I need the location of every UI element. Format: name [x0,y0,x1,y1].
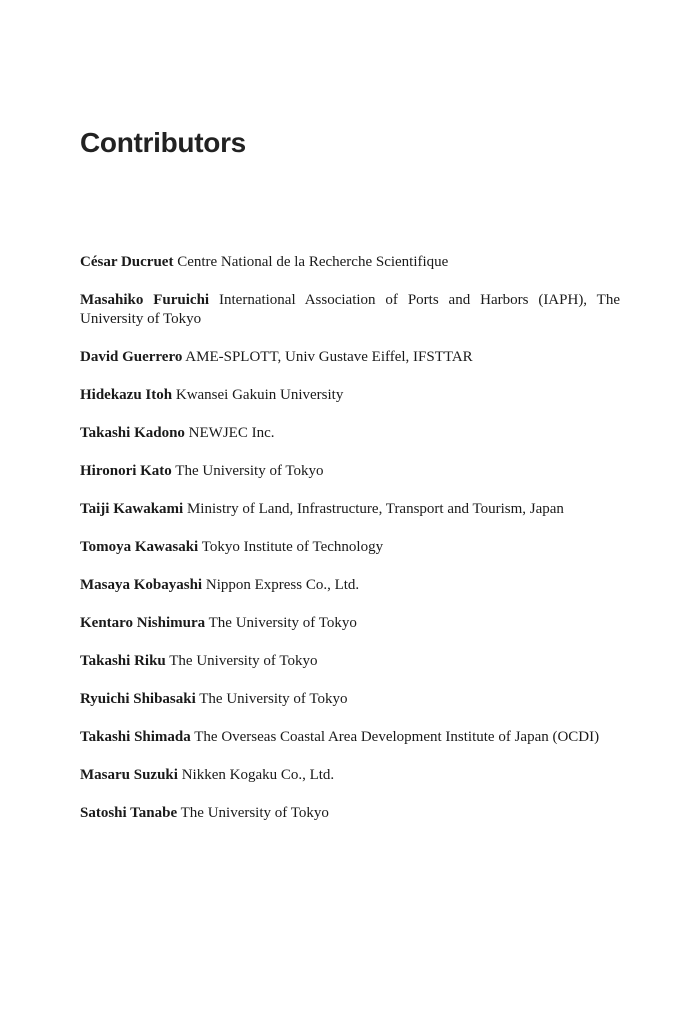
contributor-affiliation: The University of Tokyo [208,615,357,631]
contributor-affiliation: Centre National de la Recherche Scientifique [177,254,449,270]
contributor-affiliation: The Overseas Coastal Area Development Institute of Japan (OCDI) [194,729,600,745]
contributor-entry [80,462,620,481]
contributor-affiliation: International Association of Ports and Harbors (IAPH), The University of Tokyo [80,292,621,327]
contributor-entry [80,538,620,557]
contributor-name: Kentaro Nishimura [80,615,206,631]
contributor-affiliation: Ministry of Land, Infrastructure, Transport and Tourism, Japan [186,501,564,517]
contributor-entry [80,291,620,329]
contributor-name: Taiji Kawakami [80,501,184,517]
contributor-entry [80,253,620,272]
contributor-name: Hironori Kato [80,463,172,479]
page-title: Contributors [80,127,246,158]
contributor-affiliation: Nippon Express Co., Ltd. [205,577,360,593]
contributor-name: Masahiko Furuichi [80,292,210,308]
contributor-entry [80,690,620,709]
contributor-name: Masaru Suzuki [80,767,178,783]
contributor-name: Tomoya Kawasaki [80,539,199,555]
contributor-entry [80,348,620,367]
contributor-affiliation: Kwansei Gakuin University [175,387,344,403]
contributor-entry [80,652,620,671]
contributor-name: Masaya Kobayashi [80,577,203,593]
contributor-entry [80,386,620,405]
contributor-name: Takashi Shimada [80,729,191,745]
contributor-entry [80,500,620,519]
contributor-affiliation: Nikken Kogaku Co., Ltd. [181,767,335,783]
contributors-list [80,253,620,842]
contributor-entry [80,614,620,633]
contributor-name: Takashi Kadono [80,425,185,441]
contributor-affiliation: The University of Tokyo [180,805,329,821]
contributor-entry [80,424,620,443]
contributor-name: David Guerrero [80,349,183,365]
contributor-entry [80,728,620,747]
contributor-affiliation: The University of Tokyo [175,463,324,479]
contributor-affiliation: The University of Tokyo [169,653,318,669]
contributor-name: César Ducruet [80,254,174,270]
contributor-name: Takashi Riku [80,653,166,669]
contributor-entry [80,576,620,595]
contributor-name: Ryuichi Shibasaki [80,691,196,707]
contributor-name: Satoshi Tanabe [80,805,178,821]
contributor-name: Hidekazu Itoh [80,387,173,403]
contributor-affiliation: AME-SPLOTT, Univ Gustave Eiffel, IFSTTAR [185,349,473,365]
contributor-affiliation: The University of Tokyo [199,691,348,707]
contributor-entry [80,766,620,785]
contributor-entry [80,804,620,823]
contributor-affiliation: Tokyo Institute of Technology [201,539,384,555]
contributor-affiliation: NEWJEC Inc. [188,425,275,441]
